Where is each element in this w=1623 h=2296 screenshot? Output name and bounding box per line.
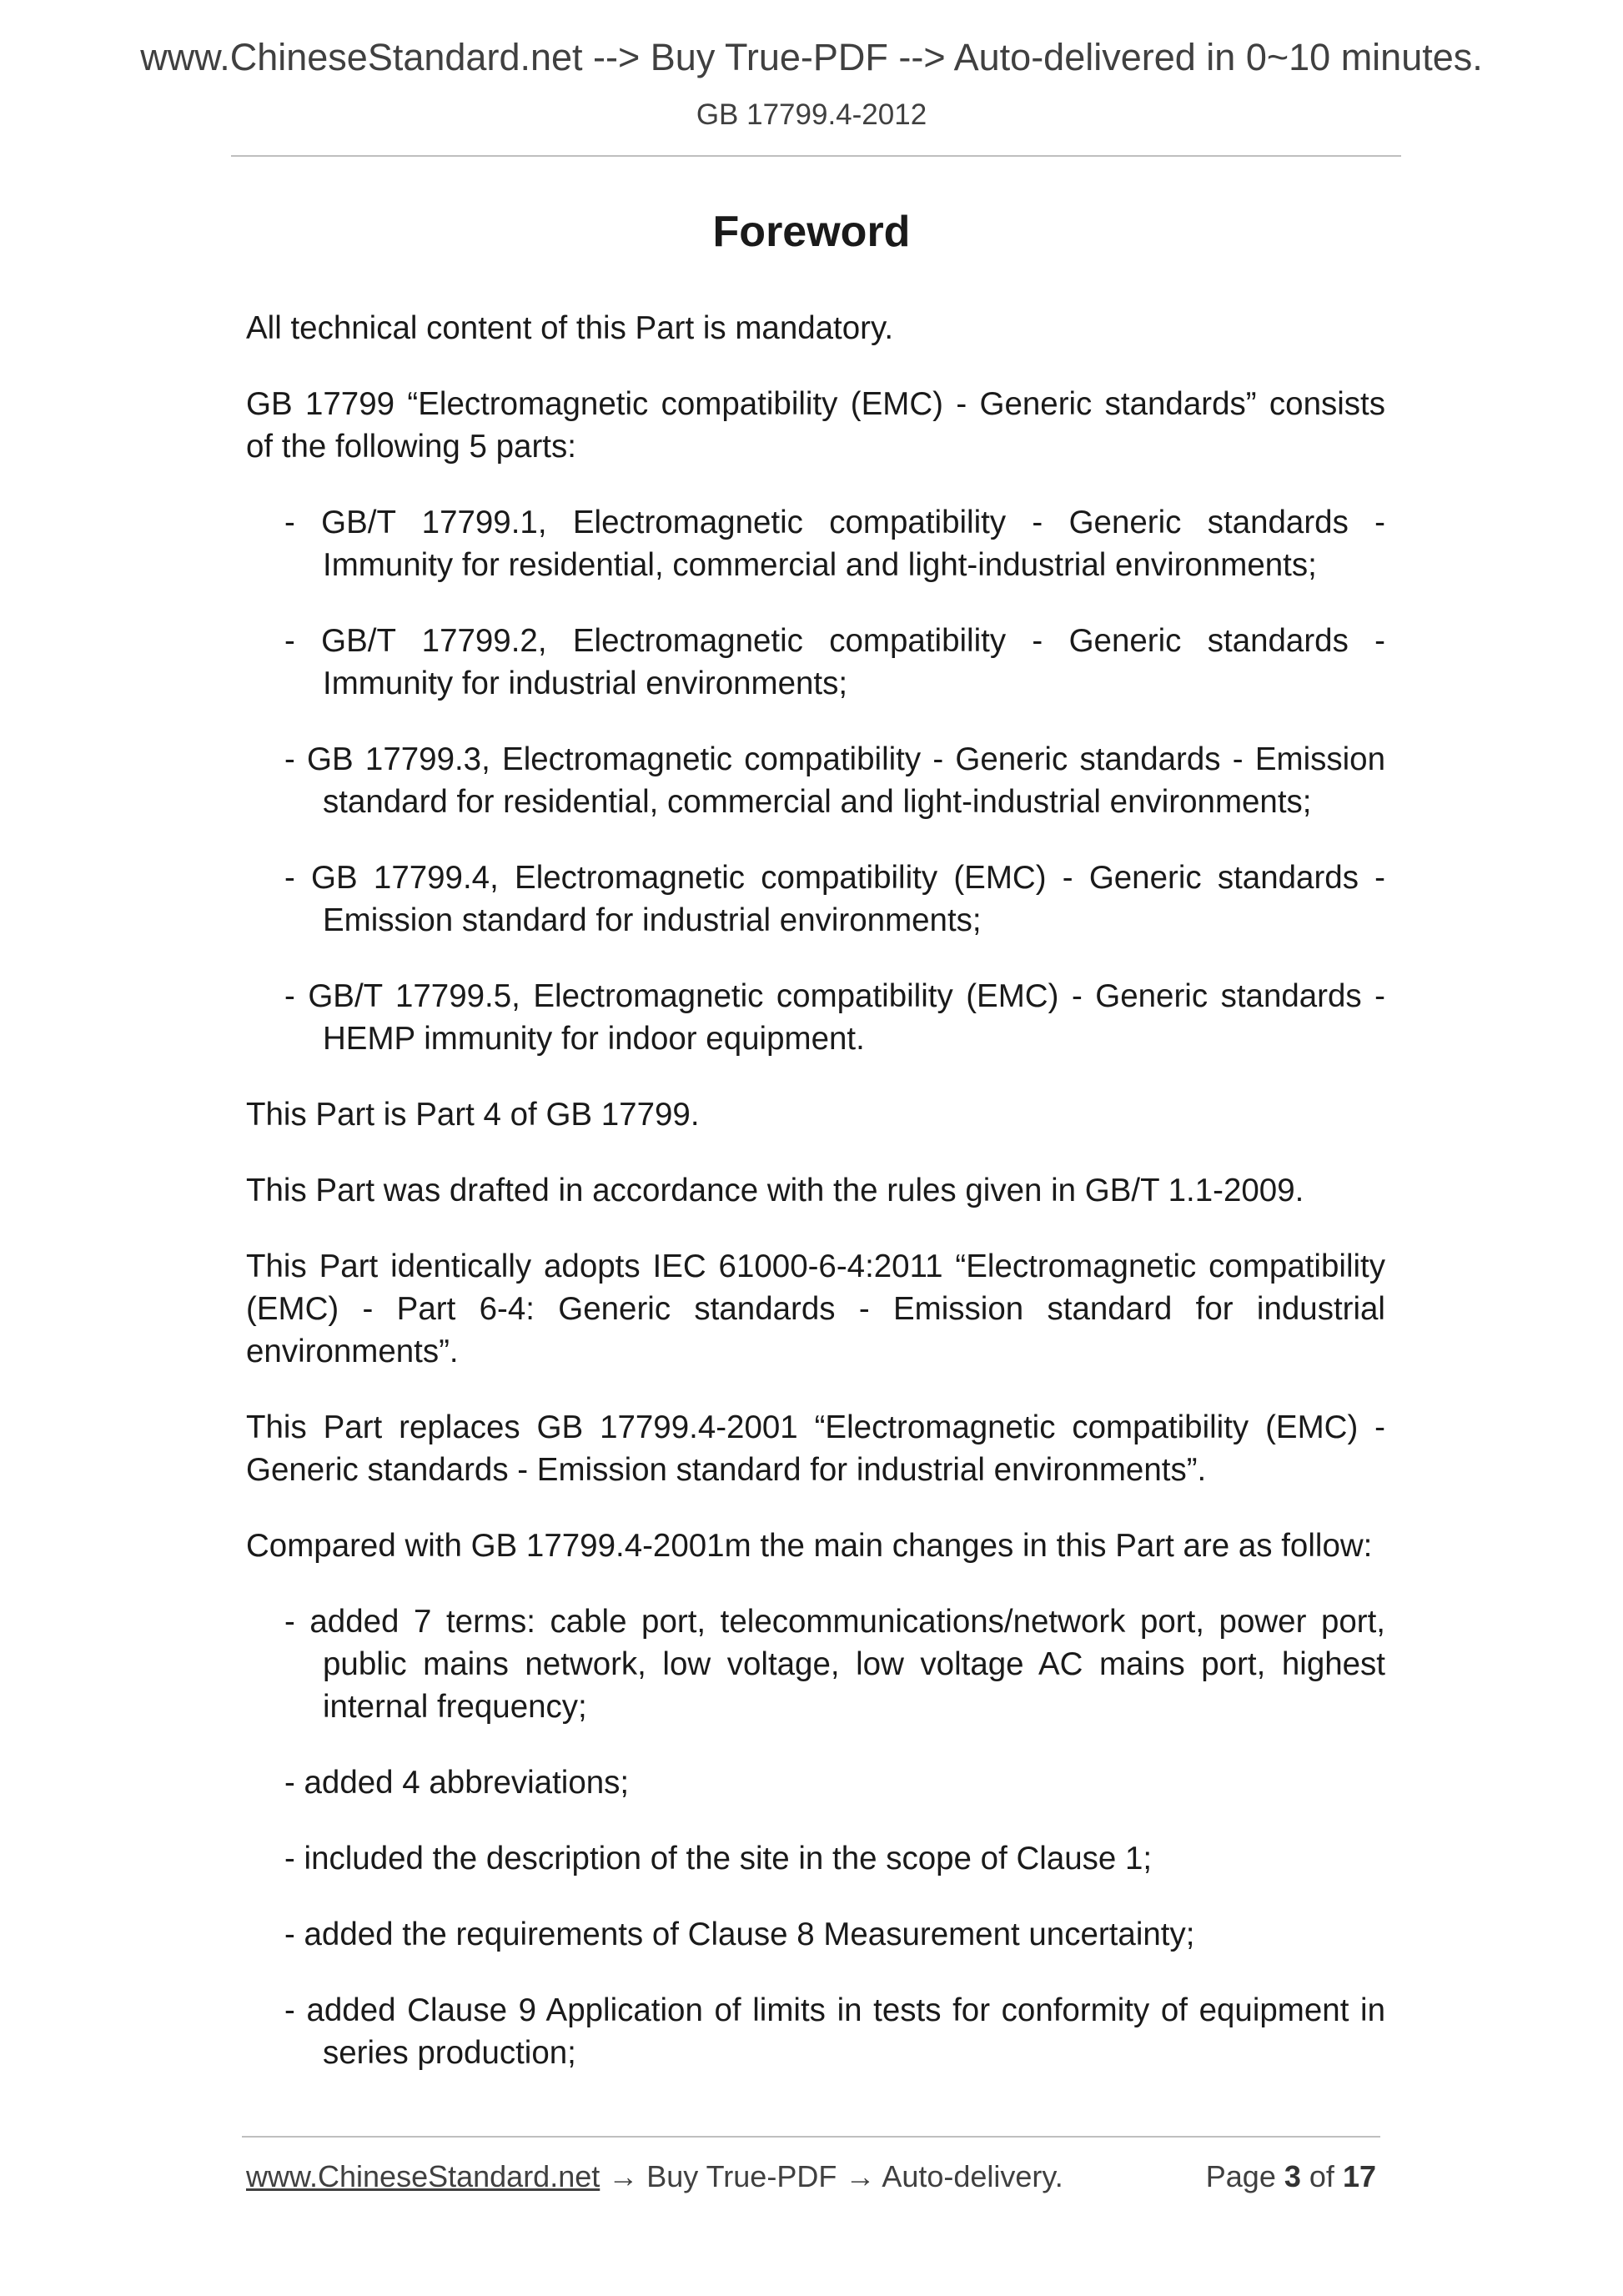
paragraph-part-number: This Part is Part 4 of GB 17799. xyxy=(246,1097,700,1133)
list-item-part-5: - GB/T 17799.5, Electromagnetic compatibility (EMC) - Generic standards - HEMP immunity for indoor equipment. xyxy=(284,978,1385,1057)
paragraph-iec-adoption: This Part identically adopts IEC 61000-6-4:2011 “Electromagnetic compatibility (EMC) - Part 6-4: Generic standards - Emission standard for industrial environments”. xyxy=(246,1248,1385,1369)
paragraph-replaces: This Part replaces GB 17799.4-2001 “Electromagnetic compatibility (EMC) - Generic standards - Emission standard for industrial environments”. xyxy=(246,1409,1385,1488)
list-item-change-3: - included the description of the site in the scope of Clause 1; xyxy=(284,1841,1153,1876)
list-item-change-2: - added 4 abbreviations; xyxy=(284,1765,630,1801)
footer-tagline: → Buy True-PDF → Auto-delivery. xyxy=(600,2159,1063,2193)
page-label: Page xyxy=(1205,2159,1276,2193)
page-of-label: of xyxy=(1309,2159,1334,2193)
list-item-change-1: - added 7 terms: cable port, telecommunications/network port, power port, public mains network, low voltage, low voltage AC mains port, highest internal frequency; xyxy=(284,1604,1385,1725)
list-item-part-3: - GB 17799.3, Electromagnetic compatibility - Generic standards - Emission standard for residential, commercial and light-industrial environments; xyxy=(284,741,1385,820)
footer-link[interactable]: www.ChineseStandard.net xyxy=(246,2159,600,2193)
paragraph-mandatory: All technical content of this Part is mandatory. xyxy=(246,310,894,346)
page-current: 3 xyxy=(1284,2159,1301,2193)
list-item-part-2: - GB/T 17799.2, Electromagnetic compatibility - Generic standards - Immunity for industrial environments; xyxy=(284,623,1385,701)
page-indicator xyxy=(1206,2158,1376,2194)
list-item-change-5: - added Clause 9 Application of limits in tests for conformity of equipment in series production; xyxy=(284,1992,1385,2071)
list-item-part-4: - GB 17799.4, Electromagnetic compatibility (EMC) - Generic standards - Emission standard for industrial environments; xyxy=(284,860,1385,938)
footer-divider xyxy=(242,2136,1380,2138)
list-item-part-1: - GB/T 17799.1, Electromagnetic compatibility - Generic standards - Immunity for residential, commercial and light-industrial environments; xyxy=(284,505,1385,583)
paragraph-drafting-rules: This Part was drafted in accordance with the rules given in GB/T 1.1-2009. xyxy=(246,1173,1304,1208)
header-divider xyxy=(231,155,1401,157)
paragraph-changes-intro: Compared with GB 17799.4-2001m the main changes in this Part are as follow: xyxy=(246,1528,1373,1564)
top-banner: www.ChineseStandard.net --> Buy True-PDF --> Auto-delivered in 0~10 minutes. xyxy=(140,36,1483,78)
paragraph-parts-intro: GB 17799 “Electromagnetic compatibility (EMC) - Generic standards” consists of the following 5 parts: xyxy=(246,386,1385,465)
foreword-body xyxy=(246,307,1385,2108)
footer xyxy=(246,2158,1376,2194)
page-title: Foreword xyxy=(712,208,911,256)
page-total: 17 xyxy=(1342,2159,1376,2193)
document-code: GB 17799.4-2012 xyxy=(696,98,927,131)
list-item-change-4: - added the requirements of Clause 8 Measurement uncertainty; xyxy=(284,1917,1195,1952)
